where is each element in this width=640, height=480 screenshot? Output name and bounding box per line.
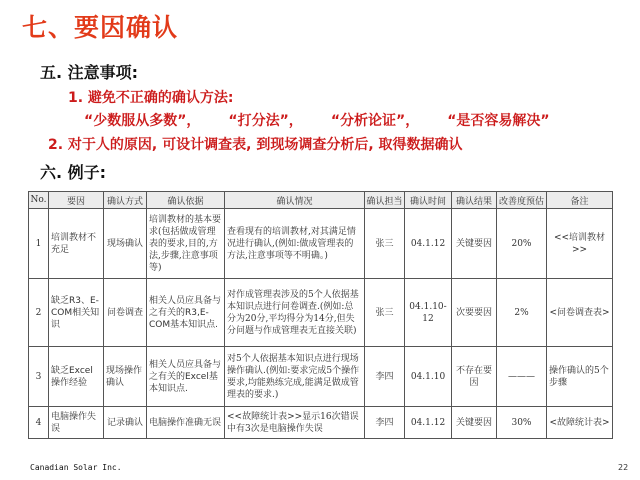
cell-situation: 查看现有的培训教材,对其满足情况进行确认,(例如:做成管理表的方法,注意事项等不明确。): [225, 209, 365, 279]
table-row: [29, 347, 613, 407]
point-2: 2. 对于人的原因, 可设计调查表, 到现场调查分析后, 取得数据确认: [48, 137, 463, 153]
column-header: No.: [29, 192, 49, 209]
column-header: 确认担当: [365, 192, 405, 209]
column-header: 改善度预估: [497, 192, 547, 209]
cell-result: 关键要因: [452, 407, 497, 439]
cell-cause: 培训教材不充足: [49, 209, 104, 279]
cell-method: 记录确认: [104, 407, 147, 439]
cell-situation: 对5个人依据基本知识点进行现场操作确认.(例如:要求完成5个操作要求,均能熟练完成,能满足做成管理表的要求.): [225, 347, 365, 407]
table-row: [29, 407, 613, 439]
cell-cause: 电脑操作失误: [49, 407, 104, 439]
cause-confirmation-table: [28, 191, 613, 439]
cell-basis: 相关人员应具备与之有关的Excel基本知识点.: [147, 347, 225, 407]
cell-estimate: ———: [497, 347, 547, 407]
cell-method: 现场操作确认: [104, 347, 147, 407]
table-row: [29, 209, 613, 279]
section-heading-example: 六. 例子:: [40, 163, 107, 182]
cell-no: 4: [29, 407, 49, 439]
avoid-method-item: “打分法”，: [228, 113, 303, 129]
cell-owner: 李四: [365, 347, 405, 407]
cell-estimate: 2%: [497, 279, 547, 347]
cell-cause: 缺乏R3、E-COM相关知识: [49, 279, 104, 347]
cell-no: 1: [29, 209, 49, 279]
column-header: 备注: [547, 192, 613, 209]
cell-basis: 电脑操作准确无误: [147, 407, 225, 439]
avoid-method-item: “是否容易解决”: [447, 113, 550, 129]
cell-time: 04.1.10: [405, 347, 452, 407]
column-header: 确认依据: [147, 192, 225, 209]
column-header: 确认时间: [405, 192, 452, 209]
cell-basis: 相关人员应具备与之有关的R3,E-COM基本知识点.: [147, 279, 225, 347]
cell-note: 操作确认的5个步骤: [547, 347, 613, 407]
cell-method: 现场确认: [104, 209, 147, 279]
cell-time: 04.1.12: [405, 209, 452, 279]
table-row: [29, 279, 613, 347]
cell-owner: 李四: [365, 407, 405, 439]
page-number: 22: [618, 463, 629, 472]
column-header: 要因: [49, 192, 104, 209]
avoid-method-item: “分析论证”，: [330, 113, 420, 129]
cell-no: 2: [29, 279, 49, 347]
column-header: 确认情况: [225, 192, 365, 209]
cell-result: 关键要因: [452, 209, 497, 279]
cell-note: <<培训教材>>: [547, 209, 613, 279]
cell-basis: 培训教材的基本要求(包括做成管理表的要求,目的,方法,步骤,注意事项等): [147, 209, 225, 279]
cell-time: 04.1.10-12: [405, 279, 452, 347]
cell-owner: 张三: [365, 209, 405, 279]
cell-no: 3: [29, 347, 49, 407]
cell-result: 次要要因: [452, 279, 497, 347]
point-1: 1. 避免不正确的确认方法:: [68, 90, 234, 106]
cell-situation: <<故障统计表>>显示16次错误中有3次是电脑操作失误: [225, 407, 365, 439]
cell-estimate: 20%: [497, 209, 547, 279]
cell-note: <问卷调查表>: [547, 279, 613, 347]
cell-note: <故障统计表>: [547, 407, 613, 439]
column-header: 确认方式: [104, 192, 147, 209]
cell-time: 04.1.12: [405, 407, 452, 439]
cell-method: 问卷调查: [104, 279, 147, 347]
cell-owner: 张三: [365, 279, 405, 347]
cell-estimate: 30%: [497, 407, 547, 439]
avoid-methods-list: [84, 110, 550, 130]
cell-cause: 缺乏Excel操作经验: [49, 347, 104, 407]
column-header: 确认结果: [452, 192, 497, 209]
table-header-row: [29, 192, 613, 209]
section-heading-precautions: 五. 注意事项:: [40, 63, 139, 82]
footer-company: Canadian Solar Inc.: [30, 463, 122, 472]
avoid-method-item: “少数服从多数”，: [84, 113, 201, 129]
slide-title: 七、要因确认: [22, 13, 179, 42]
cell-result: 不存在要因: [452, 347, 497, 407]
cell-situation: 对作成管理表涉及的5个人依据基本知识点进行问卷调查.(例如:总分为20分,平均得分为14分,但失分问题与作成管理表无直接关联): [225, 279, 365, 347]
